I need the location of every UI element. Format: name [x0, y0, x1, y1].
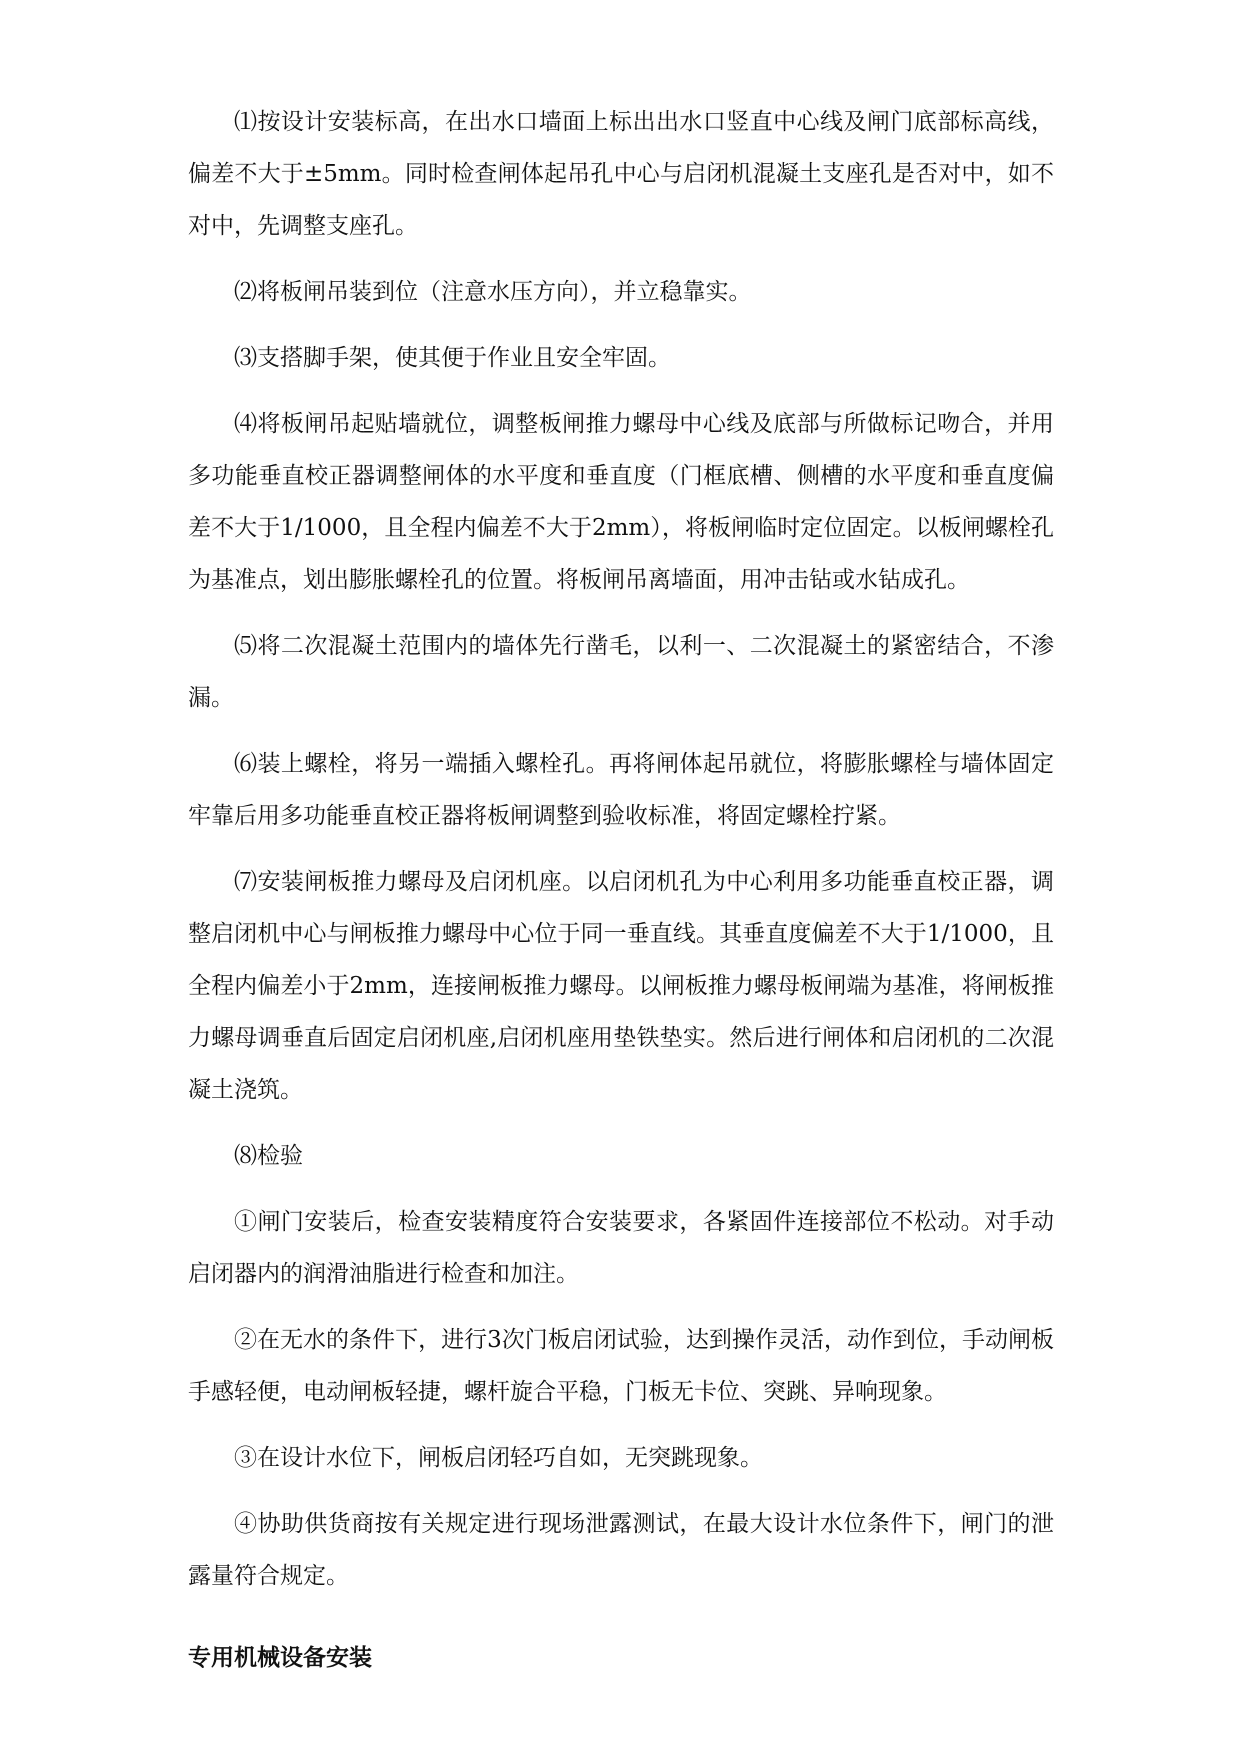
paragraph-step-7: ⑺安装闸板推力螺母及启闭机座。以启闭机孔为中心利用多功能垂直校正器，调整启闭机中心与闸板推力螺母中心位于同一垂直线。其垂直度偏差不大于1/1000，且全程内偏差小于2mm，连接闸板推力螺母。以闸板推力螺母板闸端为基准，将闸板推力螺母调垂直后固定启闭机座,启闭机座用垫铁垫实。然后进行闸体和启闭机的二次混凝土浇筑。: [188, 869, 1054, 1103]
paragraph-check-4: ④协助供货商按有关规定进行现场泄露测试，在最大设计水位条件下，闸门的泄露量符合规定。: [188, 1511, 1054, 1589]
document-body: [188, 96, 1054, 1684]
paragraph-step-8: ⑻检验: [234, 1143, 303, 1169]
section-heading: 专用机械设备安装: [188, 1645, 372, 1671]
paragraph-step-2: ⑵将板闸吊装到位（注意水压方向），并立稳靠实。: [234, 279, 752, 305]
paragraph-step-6: ⑹装上螺栓，将另一端插入螺栓孔。再将闸体起吊就位，将膨胀螺栓与墙体固定牢靠后用多功能垂直校正器将板闸调整到验收标准，将固定螺栓拧紧。: [188, 751, 1054, 829]
paragraph-step-5: ⑸将二次混凝土范围内的墙体先行凿毛，以利一、二次混凝土的紧密结合，不渗漏。: [188, 633, 1054, 711]
paragraph-step-4: ⑷将板闸吊起贴墙就位，调整板闸推力螺母中心线及底部与所做标记吻合，并用多功能垂直校正器调整闸体的水平度和垂直度（门框底槽、侧槽的水平度和垂直度偏差不大于1/1000，且全程内偏差不大于2mm），将板闸临时定位固定。以板闸螺栓孔为基准点，划出膨胀螺栓孔的位置。将板闸吊离墙面，用冲击钻或水钻成孔。: [188, 411, 1054, 593]
paragraph-check-2: ②在无水的条件下，进行3次门板启闭试验，达到操作灵活，动作到位，手动闸板手感轻便，电动闸板轻捷，螺杆旋合平稳，门板无卡位、突跳、异响现象。: [188, 1327, 1054, 1405]
paragraph-check-3: ③在设计水位下，闸板启闭轻巧自如，无突跳现象。: [234, 1445, 763, 1471]
paragraph-step-3: ⑶支搭脚手架，使其便于作业且安全牢固。: [234, 345, 671, 371]
paragraph-check-1: ①闸门安装后，检查安装精度符合安装要求，各紧固件连接部位不松动。对手动启闭器内的润滑油脂进行检查和加注。: [188, 1209, 1054, 1287]
paragraph-step-1: ⑴按设计安装标高，在出水口墙面上标出出水口竖直中心线及闸门底部标高线，偏差不大于±5mm。同时检查闸体起吊孔中心与启闭机混凝土支座孔是否对中，如不对中，先调整支座孔。: [188, 109, 1054, 239]
